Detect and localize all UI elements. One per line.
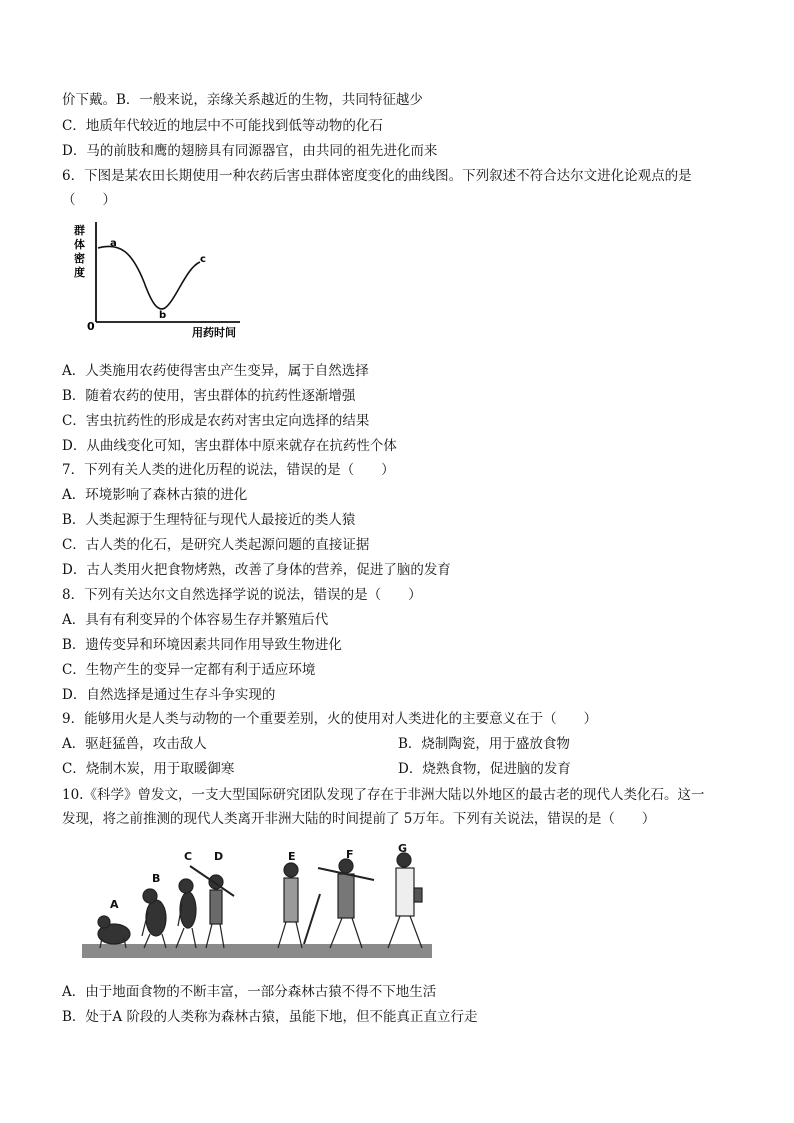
q8-option-b: B．遗传变异和环境因素共同作用导致生物进化 [62,637,342,653]
q7-option-d: D．古人类用火把食物烤熟，改善了身体的营养，促进了脑的发育 [62,562,451,578]
q8-option-d: D．自然选择是通过生存斗争实现的 [62,687,276,703]
figure-a [98,916,130,948]
q7-option-b: B．人类起源于生理特征与现代人最接近的类人猿 [62,512,356,528]
line-2: C．地质年代较近的地层中不可能找到低等动物的化石 [62,118,383,134]
ground [82,944,432,958]
figure-g [388,853,422,948]
y-label-char-4: 度 [74,266,85,279]
question-10: 10.《科学》曾发文，一支大型国际研究团队发现了存在于非洲大陆以外地区的最古老的现代人类化石。这一 [62,787,705,803]
question-10-cont: 发现，将之前推测的现代人类离开非洲大陆的时间提前了 5万年。下列有关说法，错误的是（ ） [62,811,656,827]
q8-option-c: C．生物产生的变异一定都有利于适应环境 [62,662,316,678]
point-b-label: b [159,310,167,321]
label-b: B [152,872,161,885]
q6-option-a: A．人类施用农药使得害虫产生变异，属于自然选择 [62,363,369,379]
q6-option-b: B．随着农药的使用，害虫群体的抗药性逐渐增强 [62,388,356,404]
label-d: D [214,850,224,863]
question-8: 8．下列有关达尔文自然选择学说的说法，错误的是（ ） [62,587,422,603]
q8-option-a: A．具有有利变异的个体容易生存并繁殖后代 [62,612,329,628]
y-label-char-2: 体 [74,238,85,251]
point-a-label: a [110,238,117,249]
density-curve [98,246,200,309]
line-1: 价下戴。B．一般来说，亲缘关系越近的生物，共同特征越少 [62,92,423,108]
figure-b [142,889,166,948]
question-7: 7．下列有关人类的进化历程的说法，错误的是（ ） [62,462,395,478]
question-6-bracket: （ ） [62,192,116,208]
q9-option-a: A．驱赶猛兽，攻击敌人 [62,736,207,752]
origin-label: 0 [87,320,95,333]
q9-option-b: B．烧制陶瓷，用于盛放食物 [398,736,570,752]
figure-d [190,866,234,948]
point-c-label: c [200,254,206,265]
question-6: 6．下图是某农田长期使用一种农药后害虫群体密度变化的曲线图。下列叙述不符合达尔文进化论观点的是 [62,168,692,184]
q10-option-b: B．处于A 阶段的人类称为森林古猿，虽能下地，但不能真正直立行走 [62,1009,478,1025]
q7-option-c: C．古人类的化石，是研究人类起源问题的直接证据 [62,537,370,553]
y-axis-label [74,223,85,279]
question-9: 9．能够用火是人类与动物的一个重要差别，火的使用对人类进化的主要意义在于（ ） [62,711,598,727]
figure-c [176,879,196,948]
q6-option-c: C．害虫抗药性的形成是农药对害虫定向选择的结果 [62,413,370,429]
q7-option-a: A．环境影响了森林古猿的进化 [62,487,248,503]
q10-option-a: A．由于地面食物的不断丰富，一部分森林古猿不得不下地生活 [62,984,437,1000]
human-evolution-figure [78,838,438,966]
pest-density-graph [70,212,260,344]
label-c: C [184,850,193,863]
q9-option-d: D．烧熟食物，促进脑的发育 [398,761,571,777]
figure-f [318,859,374,948]
label-f: F [346,848,354,861]
x-axis-label: 用药时间 [192,326,236,339]
q9-option-c: C．烧制木炭，用于取暖御寒 [62,761,235,777]
label-e: E [288,850,296,863]
label-a: A [110,898,119,911]
q6-option-d: D．从曲线变化可知，害虫群体中原来就存在抗药性个体 [62,438,397,454]
label-g: G [398,842,408,855]
y-label-char-3: 密 [74,252,85,265]
line-3: D．马的前肢和鹰的翅膀具有同源器官，由共同的祖先进化而来 [62,143,438,159]
figure-e [278,863,320,948]
y-label-char-1: 群 [74,224,85,237]
